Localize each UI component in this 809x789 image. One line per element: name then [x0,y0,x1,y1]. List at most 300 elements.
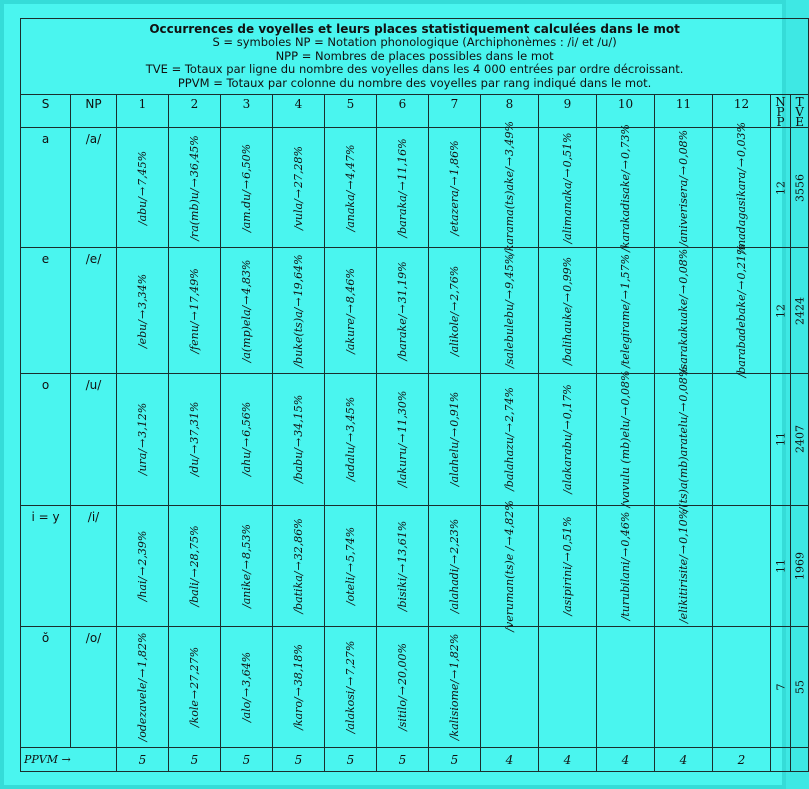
example-word: /odezavele/ [135,678,149,742]
ppvm-value: 5 [117,748,169,772]
example-word: /balihauke/ [560,302,574,365]
example-entry [137,530,149,601]
arrow-icon: → [135,186,149,196]
example-percent: 20,00% [395,643,409,686]
example-percent: 36,45% [187,134,201,177]
arrow-icon: → [187,177,201,188]
example-word: /elikitirisite/ [676,554,690,623]
example-percent: 1,57% [618,253,632,289]
arrow-icon: → [187,444,201,454]
example-entry [293,395,305,483]
example-entry [345,268,357,354]
example-word: /etazera/ [447,186,461,236]
example-percent: 3,49% [502,120,516,156]
ppvm-value: 5 [429,748,481,772]
arrow-icon: → [676,284,690,294]
row-notation: /e/ [71,248,117,374]
example-word: /babu/ [291,448,305,484]
example-entry [449,140,461,235]
table-body [21,120,809,748]
example-entry [504,500,516,631]
row-symbol: a [21,128,71,248]
example-cell [597,505,655,626]
example-word: /adalu/ [343,443,357,482]
arrow-icon: → [447,427,461,438]
example-cell [597,626,655,747]
example-word: /anike/ [239,569,253,608]
title-line-5: PPVM = Totaux par colonne du nombre des voyelles par rang indiqué dans le mot. [177,75,652,90]
example-word: /alahadi/ [447,564,461,613]
example-cell [169,248,221,374]
example-percent: 2,39% [135,530,149,566]
arrow-icon: → [447,176,461,186]
npp-value: 12 [774,303,787,318]
example-cell [221,373,273,505]
example-entry [137,151,149,225]
example-entry [189,525,201,606]
example-cell [655,128,713,248]
tve-cell [791,505,809,626]
example-entry [449,392,461,486]
example-entry [397,391,409,488]
example-percent: 5,74% [343,526,357,562]
vowel-row [21,248,809,374]
vowel-row [21,626,809,747]
example-percent: 6,50% [239,143,253,179]
vowel-occurrence-table [20,18,809,772]
arrow-icon: → [447,669,461,679]
table-title-block [21,19,809,95]
example-word: /barabadebake/ [734,290,748,378]
title-line-1: Occurrences de voyelles et leurs places statistiquement calculées dans le mot [149,21,680,36]
header-col-8: 8 [481,95,539,128]
example-percent: 1,82% [135,632,149,668]
ppvm-value: 5 [169,748,221,772]
example-cell [539,373,597,505]
example-word: /balahazu/ [502,433,516,492]
arrow-icon: → [502,156,516,166]
arrow-icon: → [239,559,253,569]
arrow-icon: → [395,686,409,696]
arrow-icon: → [343,303,357,313]
example-percent: 0,46% [618,511,632,547]
example-cell [429,505,481,626]
example-cell [713,244,771,378]
example-word: /ra(mb)u/ [187,188,201,241]
example-word: /fenu/ [187,321,201,354]
example-entry [137,403,149,476]
example-word: /batika/ [291,571,305,614]
example-word: /vula/ [291,198,305,230]
example-word: /ahu/ [239,448,253,477]
example-cell [117,505,169,626]
example-cell [713,626,771,747]
example-entry [241,144,253,232]
example-word: /alikole/ [447,311,461,356]
arrow-icon: → [395,181,409,191]
arrow-icon: → [447,301,461,311]
header-col-1: 1 [117,95,169,128]
example-entry [449,265,461,356]
header-s: S [21,95,71,128]
row-notation: /i/ [71,505,117,626]
example-cell [713,121,771,254]
header-col-6: 6 [377,95,429,128]
arrow-icon: → [187,689,201,700]
example-entry [562,132,574,243]
vowel-row [21,373,809,505]
tve-cell [791,626,809,747]
example-percent: 3,45% [343,396,357,432]
example-word: /barake/ [395,314,409,361]
tve-cell [791,128,809,248]
arrow-icon: → [502,289,516,299]
example-percent: 11,30% [395,390,409,433]
example-entry [293,254,305,367]
example-cell [325,248,377,374]
example-percent: 0,08% [676,366,690,402]
header-npp-letter: N [775,95,786,109]
example-cell [377,373,429,505]
example-cell [169,626,221,747]
example-word: /vavulu (mb)elu/ [618,416,632,508]
arrow-icon: → [560,552,574,562]
header-col-9: 9 [539,95,597,128]
arrow-icon: → [239,687,253,698]
arrow-icon: → [291,437,305,448]
ppvm-value: 4 [539,748,597,772]
example-entry [736,244,748,377]
example-cell [597,370,655,508]
example-cell [325,373,377,505]
arrow-icon: → [395,433,409,443]
arrow-icon: → [734,280,748,290]
example-entry [345,397,357,481]
vowel-table-wrapper [20,18,807,772]
example-entry [189,647,201,727]
arrow-icon: → [291,560,305,571]
arrow-icon: → [343,562,357,572]
example-entry [504,121,516,255]
vowel-row [21,505,809,626]
arrow-icon: → [291,687,305,697]
npp-cell [771,128,791,248]
example-entry [345,527,357,605]
example-word: /(ts)a(mb)aratelu/ [676,412,690,512]
tve-value: 1969 [793,551,807,580]
example-percent: 0,10% [676,508,690,544]
arrow-icon: → [135,309,149,319]
row-notation: /o/ [71,626,117,747]
example-cell [377,505,429,626]
example-cell [377,128,429,248]
arrow-icon: → [618,547,632,557]
example-word: /oteli/ [343,572,357,605]
example-cell [655,366,713,512]
header-col-5: 5 [325,95,377,128]
example-percent: 38,18% [291,644,305,687]
example-word: /telegirame/ [618,299,632,368]
example-word: /salebulebu/ [502,299,516,368]
npp-cell [771,626,791,747]
example-entry [620,511,632,620]
example-percent: 0,73% [618,123,632,159]
npp-value: 11 [774,558,787,573]
example-cell [539,626,597,747]
row-symbol: e [21,248,71,374]
row-notation: /a/ [71,128,117,248]
example-entry [189,268,201,353]
example-cell [221,128,273,248]
example-entry [736,122,748,254]
ppvm-value: 2 [713,748,771,772]
example-cell [169,128,221,248]
row-notation: /u/ [71,373,117,505]
example-percent: 0,17% [560,384,574,420]
example-cell [117,248,169,374]
example-cell [273,128,325,248]
example-cell [429,248,481,374]
example-percent: 2,76% [447,265,461,301]
example-percent: 0,99% [560,256,574,292]
example-percent: 31,19% [395,261,409,303]
example-cell [481,248,539,374]
example-percent: 0,91% [447,391,461,427]
example-word: /hai/ [135,576,149,602]
ppvm-value: 4 [655,748,713,772]
example-word: /turubilani/ [618,557,632,621]
header-npp [771,95,791,128]
example-percent: 27,27% [187,646,201,689]
example-percent: 0,03% [734,121,748,157]
arrow-icon: → [135,566,149,576]
npp-cell [771,505,791,626]
ppvm-value: 5 [273,748,325,772]
example-percent: 13,61% [395,520,409,563]
row-symbol: i = y [21,505,71,626]
title-line-2: S = symboles NP = Notation phonologique (Archiphonèmes : /i/ et /u/) [212,35,617,50]
example-entry [678,367,690,512]
ppvm-value: 4 [597,748,655,772]
example-word: /kole [187,700,201,728]
example-entry [449,634,461,741]
arrow-icon: → [560,420,574,430]
arrow-icon: → [618,159,632,169]
example-word: /karakadisake/ [618,169,632,252]
example-word: /madagasikara/ [734,167,748,254]
arrow-icon: → [560,292,574,302]
example-entry [397,643,409,731]
example-percent: 7,45% [135,150,149,186]
example-cell [221,626,273,747]
example-word: /baraka/ [395,191,409,238]
npp-value: 11 [774,432,787,447]
example-percent: 4,82% [502,500,516,535]
example-entry [397,520,409,611]
example-percent: 0,21% [734,244,748,280]
example-entry [137,633,149,742]
example-entry [345,641,357,734]
header-col-10: 10 [597,95,655,128]
example-word: /asipirini/ [560,562,574,616]
example-word: /karama(ts)ake/ [502,166,516,255]
ppvm-label: PPVM → [21,748,117,772]
example-word: /alahelu/ [447,438,461,487]
example-entry [345,144,357,231]
ppvm-value: 4 [481,748,539,772]
example-word: /alo/ [239,698,253,723]
example-cell [117,373,169,505]
arrow-icon: → [187,568,201,578]
example-entry [620,124,632,252]
example-percent: 19,64% [291,254,305,296]
example-word: /alakarabu/ [560,430,574,494]
example-cell [481,120,539,255]
header-col-3: 3 [221,95,273,128]
example-word: /abu/ [135,196,149,225]
example-percent: 6,56% [239,402,253,437]
example-cell [377,248,429,374]
ppvm-tve-empty [791,748,809,772]
example-word: /am.du/ [239,189,253,232]
tve-cell [791,373,809,505]
arrow-icon: → [343,676,357,686]
row-symbol: o [21,373,71,505]
arrow-icon: → [239,295,253,305]
example-entry [504,254,516,368]
example-percent: 2,74% [502,387,516,423]
header-col-2: 2 [169,95,221,128]
example-word: /bali/ [187,578,201,607]
example-cell [713,373,771,505]
example-cell [655,626,713,747]
vowel-row [21,128,809,248]
arrow-icon: → [291,188,305,198]
example-entry [678,509,690,623]
example-cell [429,373,481,505]
example-entry [189,402,201,477]
example-cell [597,248,655,374]
example-percent: 0,08% [618,370,632,406]
example-word: /ura/ [135,449,149,476]
example-entry [189,135,201,241]
example-word: /alakosi/ [343,686,357,734]
example-cell [539,248,597,374]
example-entry [620,371,632,508]
example-word: /sitilo/ [395,696,409,732]
arrow-icon: → [239,437,253,448]
example-percent: 9,45% [502,253,516,289]
example-percent: 32,86% [291,518,305,560]
tve-value: 2407 [793,425,807,454]
arrow-icon: → [676,165,690,175]
header-np: NP [71,95,117,128]
arrow-icon: → [676,402,690,412]
example-cell [481,373,539,505]
example-percent: 0,51% [560,516,574,552]
header-tve [791,95,809,128]
arrow-icon: → [618,406,632,416]
example-cell [481,626,539,747]
example-word: /aniverisera/ [676,175,690,246]
arrow-icon: → [135,438,149,449]
arrow-icon: → [187,310,201,321]
example-percent: 0,51% [560,132,574,168]
example-percent: 7,27% [343,640,357,676]
example-percent: 3,12% [135,402,149,438]
example-percent: 34,15% [291,395,305,437]
example-percent: 11,16% [395,138,409,181]
example-entry [449,518,461,612]
tve-value: 2424 [793,296,807,325]
header-row [21,95,809,128]
row-symbol: ŏ [21,626,71,747]
example-word: /bisiki/ [395,573,409,611]
header-col-11: 11 [655,95,713,128]
npp-value: 7 [774,683,787,691]
tve-value: 55 [793,680,807,695]
example-percent: 4,47% [343,144,357,180]
example-word: /akure/ [343,313,357,354]
example-entry [397,261,409,360]
example-entry [293,644,305,730]
example-entry [241,402,253,476]
arrow-icon: → [395,303,409,314]
example-entry [562,257,574,365]
example-entry [137,273,149,347]
example-cell [273,373,325,505]
example-percent: 1,86% [447,140,461,176]
example-percent: 28,75% [187,525,201,568]
example-word: /karo/ [291,697,305,730]
arrow-icon: → [343,432,357,443]
npp-cell [771,248,791,374]
example-cell [655,505,713,626]
example-percent: 8,53% [239,523,253,559]
header-col-7: 7 [429,95,481,128]
header-npp-letter: P [776,115,785,129]
example-word: /buke(ts)a/ [291,307,305,368]
example-cell [539,128,597,248]
header-tve-letter: V [795,105,804,119]
example-word: /lakuru/ [395,443,409,488]
example-cell [117,128,169,248]
example-cell [481,500,539,632]
example-cell [169,373,221,505]
example-entry [293,518,305,613]
example-word: /kalisiome/ [447,679,461,741]
example-cell [221,505,273,626]
example-percent: 3,34% [135,273,149,309]
example-percent: 8,46% [343,267,357,303]
arrow-icon: → [502,423,516,433]
example-cell [325,626,377,747]
arrow-icon: → [135,668,149,678]
tve-value: 3556 [793,173,807,202]
example-word: /a(mp)ela/ [239,305,253,362]
example-percent: 4,83% [239,259,253,295]
example-word: /ebu/ [135,319,149,348]
header-col-4: 4 [273,95,325,128]
example-entry [678,248,690,372]
tve-cell [791,248,809,374]
example-cell [325,128,377,248]
ppvm-value: 5 [221,748,273,772]
example-percent: 27,28% [291,145,305,188]
arrow-icon: → [502,535,516,546]
example-cell [429,626,481,747]
example-cell [273,626,325,747]
